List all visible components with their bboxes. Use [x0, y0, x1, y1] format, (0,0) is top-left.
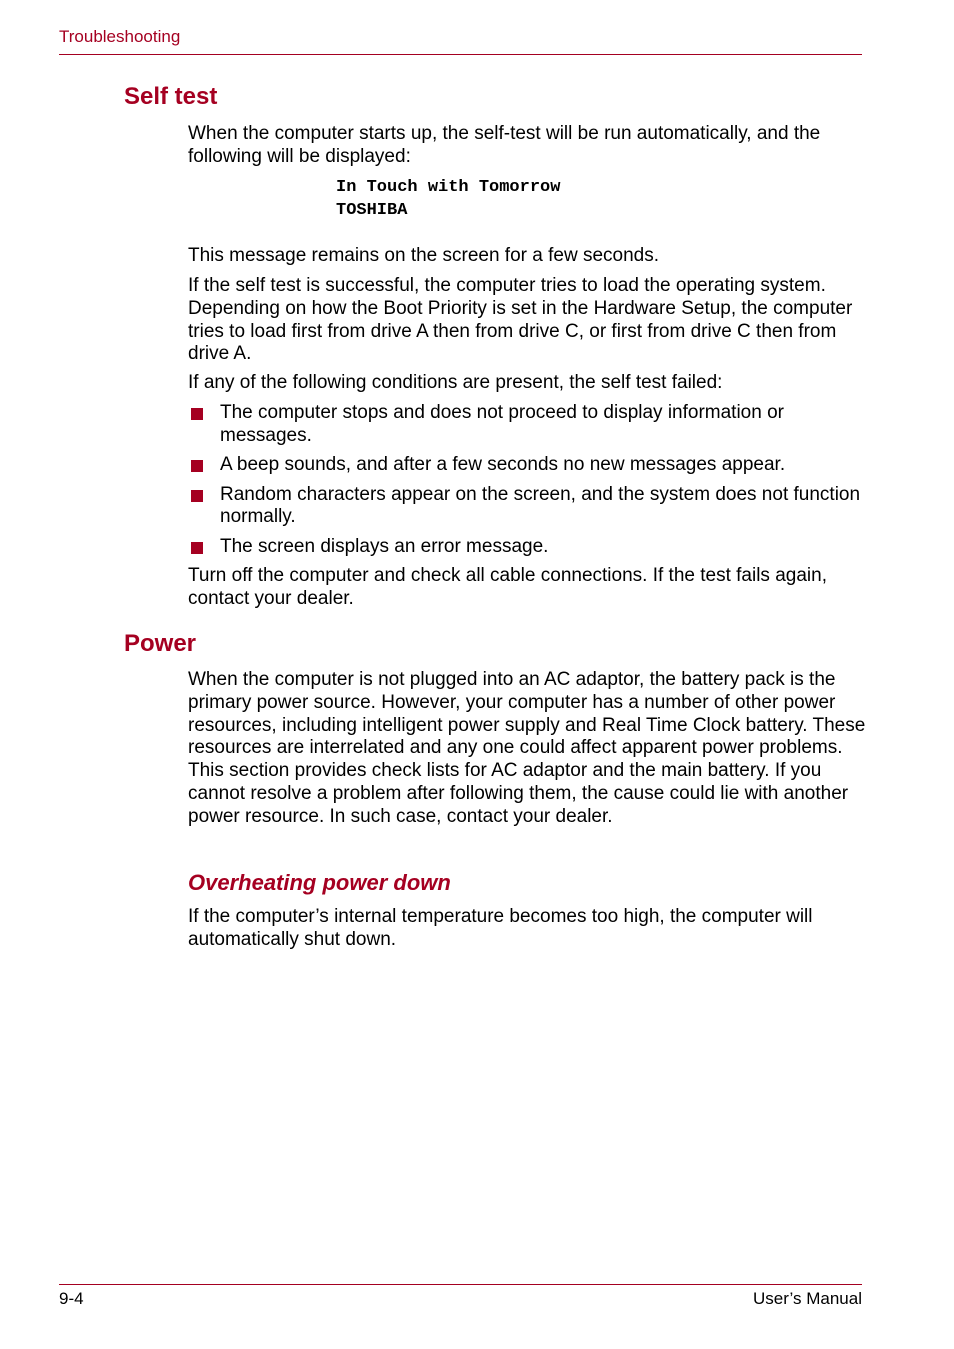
list-item	[188, 454, 868, 477]
manual-name: User’s Manual	[753, 1289, 862, 1308]
heading-power: Power	[124, 630, 197, 657]
header-rule	[59, 54, 862, 55]
square-bullet-icon	[191, 542, 203, 554]
self-test-intro: When the computer starts up, the self-test will be run automatically, and the following will be displayed:	[188, 123, 821, 167]
list-item-text: Random characters appear on the screen, and the system does not function normally.	[220, 483, 861, 528]
self-test-action-text: Turn off the computer and check all cable connections. If the test fails again, contact your dealer.	[188, 565, 827, 609]
list-item	[188, 484, 868, 530]
square-bullet-icon	[191, 460, 203, 472]
page-number: 9-4	[59, 1289, 84, 1308]
heading-overheating-power-down: Overheating power down	[188, 870, 451, 895]
self-test-success-text: If the self test is successful, the computer tries to load the operating system. Depending on how the Boot Priority is set in the Hardware Setup, the computer tries to load first from drive A then from drive C, or first from drive C then from drive A.	[188, 275, 853, 365]
list-item	[188, 402, 868, 448]
list-item-text: The computer stops and does not proceed to display information or messages.	[220, 402, 784, 446]
power-body-text: When the computer is not plugged into an AC adaptor, the battery pack is the primary power source. However, your computer has a number of other power resources, including intelligent power supply and Real Time Clock battery. These resources are interrelated and any one could affect apparent power problems. This section provides check lists for AC adaptor and the main battery. If you cannot resolve a problem after following them, the cause could lie with another power resource. In such case, contact your dealer.	[188, 669, 866, 827]
message-remains-text: This message remains on the screen for a few seconds.	[188, 245, 660, 266]
square-bullet-icon	[191, 490, 203, 502]
list-item-text: A beep sounds, and after a few seconds no new messages appear.	[220, 454, 786, 476]
failure-conditions-list	[188, 402, 868, 565]
display-line-1: In Touch with Tomorrow	[336, 178, 561, 197]
footer-rule	[59, 1284, 862, 1285]
list-item	[188, 536, 868, 559]
self-test-failed-intro: If any of the following conditions are present, the self test failed:	[188, 372, 723, 393]
display-line-2: TOSHIBA	[336, 201, 408, 220]
square-bullet-icon	[191, 408, 203, 420]
list-item-text: The screen displays an error message.	[220, 535, 549, 557]
heading-self-test: Self test	[124, 83, 218, 110]
running-header: Troubleshooting	[59, 27, 181, 46]
overheating-body-text: If the computer’s internal temperature becomes too high, the computer will automatically shut down.	[188, 906, 813, 950]
